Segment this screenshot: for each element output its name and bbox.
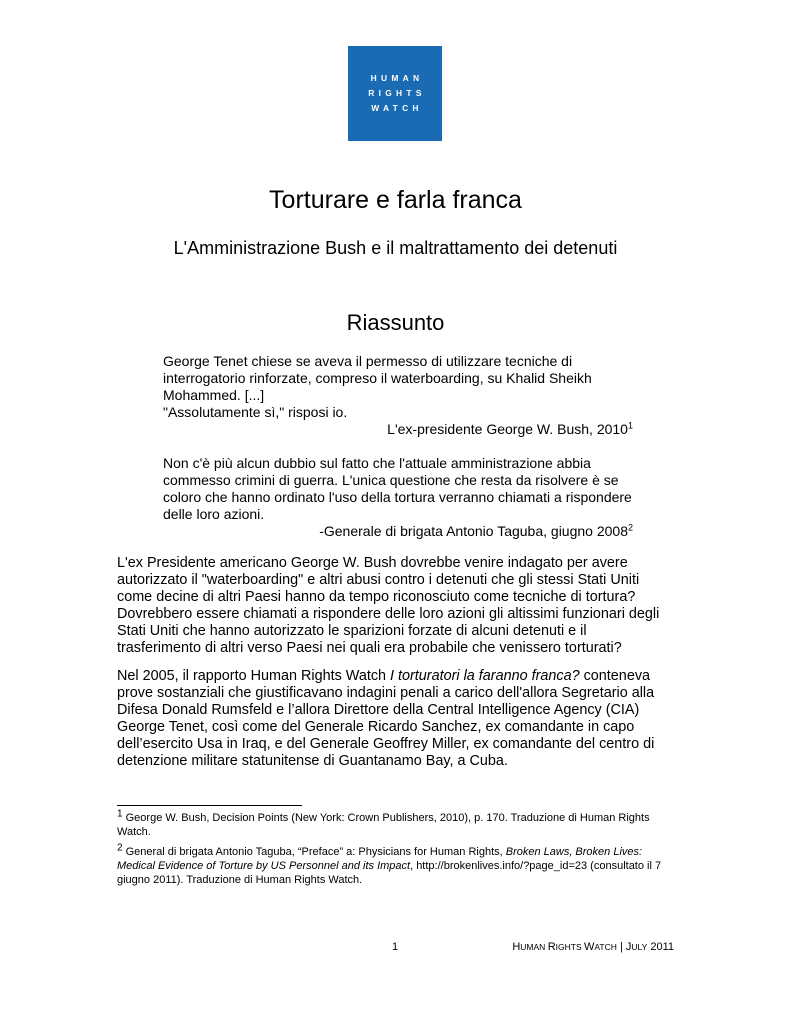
footer-separator: | — [616, 941, 626, 953]
hrw-logo — [348, 46, 442, 141]
footnote-ref-2[interactable]: 2 — [627, 522, 633, 533]
footer-atch: ATCH — [594, 942, 617, 952]
logo-line-1: HUMAN — [370, 73, 424, 83]
paragraph-2-rest: conteneva prove sostanziali che giustificavano indagini penali a carico dell'allora Segretario alla Difesa Donald Rumsfeld e l’allora Direttore della Central Intelligence Agency (CIA) George Tenet, così come del Generale Ricardo Sanchez, ex comandante in capo dell’esercito Usa in Iraq, e del Generale Geoffrey Miller, ex comandante del centro di detenzione militare statunitense di Guantanamo Bay, a Cuba. — [117, 668, 655, 769]
quote-1-attribution-text: L'ex-presidente George W. Bush, 2010 — [387, 421, 628, 437]
quote-2-attribution-text: -Generale di brigata Antonio Taguba, giugno 2008 — [319, 523, 628, 539]
epigraph-quote-2 — [163, 455, 633, 540]
footer-ights: IGHTS — [555, 942, 584, 952]
report-title: I torturatori la faranno franca? — [390, 668, 580, 684]
footer-year: 2011 — [647, 941, 674, 953]
quote-2-text: Non c'è più alcun dubbio sul fatto che l'attuale amministrazione abbia commesso crimini di guerra. L'unica questione che resta da risolvere è se coloro che hanno ordinato l'uso della tortura verranno chiamati a rispondere delle loro azioni. — [163, 455, 632, 522]
document-subtitle: L'Amministrazione Bush e il maltrattamento dei detenuti — [173, 238, 618, 258]
section-heading: Riassunto — [346, 310, 445, 335]
body-paragraph-2 — [117, 668, 667, 770]
footnote-ref-1[interactable]: 1 — [627, 420, 633, 431]
paragraph-2-intro: Nel 2005, il rapporto Human Rights Watch — [117, 668, 391, 684]
footnote-2-book-title: Broken Laws, Broken Lives: Medical Evidence of Torture by US Personnel and its Impact — [117, 846, 643, 872]
running-footer — [512, 941, 674, 953]
quote-2-attribution — [163, 523, 633, 540]
footnote-2-number: 2 — [117, 842, 123, 854]
footer-r: R — [547, 941, 556, 953]
footnote-1 — [117, 808, 679, 839]
logo-line-3: WATCH — [371, 103, 423, 113]
footnote-2 — [117, 842, 679, 887]
quote-1-reply: "Assolutamente sì," risposi io. — [163, 404, 348, 420]
footnote-divider — [117, 805, 302, 806]
footer-h: H — [512, 941, 521, 953]
epigraph-quote-1 — [163, 353, 633, 438]
footer-uly: ULY — [631, 942, 648, 952]
body-paragraph-1: L'ex Presidente americano George W. Bush dovrebbe venire indagato per avere autorizzato il "waterboarding" e altri abusi contro i detenuti che gli stessi Stati Uniti come decine di altri Paesi hanno da tempo riconosciuto come tecniche di tortura? Dovrebbero essere chiamati a rispondere delle loro azioni gli altissimi funzionari degli Stati Uniti che hanno autorizzato le sparizioni forzate di alcuni detenuti e il trasferimento di altri verso Paesi nei quali era probabile che venissero torturati? — [117, 555, 660, 656]
quote-1-attribution — [163, 421, 633, 438]
footer-w: W — [583, 941, 595, 953]
footer-j: J — [625, 941, 632, 953]
document-title: Torturare e farla franca — [269, 186, 522, 214]
footnote-2-rest: , http://brokenlives.info/?page_id=23 (consultato il 7 giugno 2011). Traduzione di Human Rights Watch. — [117, 860, 662, 886]
footer-uman: UMAN — [520, 942, 548, 952]
footnote-2-intro: General di brigata Antonio Taguba, “Preface” a: Physicians for Human Rights, — [122, 846, 506, 858]
page-number: 1 — [392, 941, 399, 953]
logo-line-2: RIGHTS — [368, 88, 426, 98]
quote-1-text: George Tenet chiese se aveva il permesso di utilizzare tecniche di interrogatorio rinforzate, compreso il waterboarding, su Khalid Sheikh Mohammed. [...] — [163, 353, 592, 403]
footnote-1-number: 1 — [117, 808, 123, 820]
footnote-1-text: George W. Bush, Decision Points (New York: Crown Publishers, 2010), p. 170. Traduzione di Human Rights Watch. — [117, 812, 650, 838]
